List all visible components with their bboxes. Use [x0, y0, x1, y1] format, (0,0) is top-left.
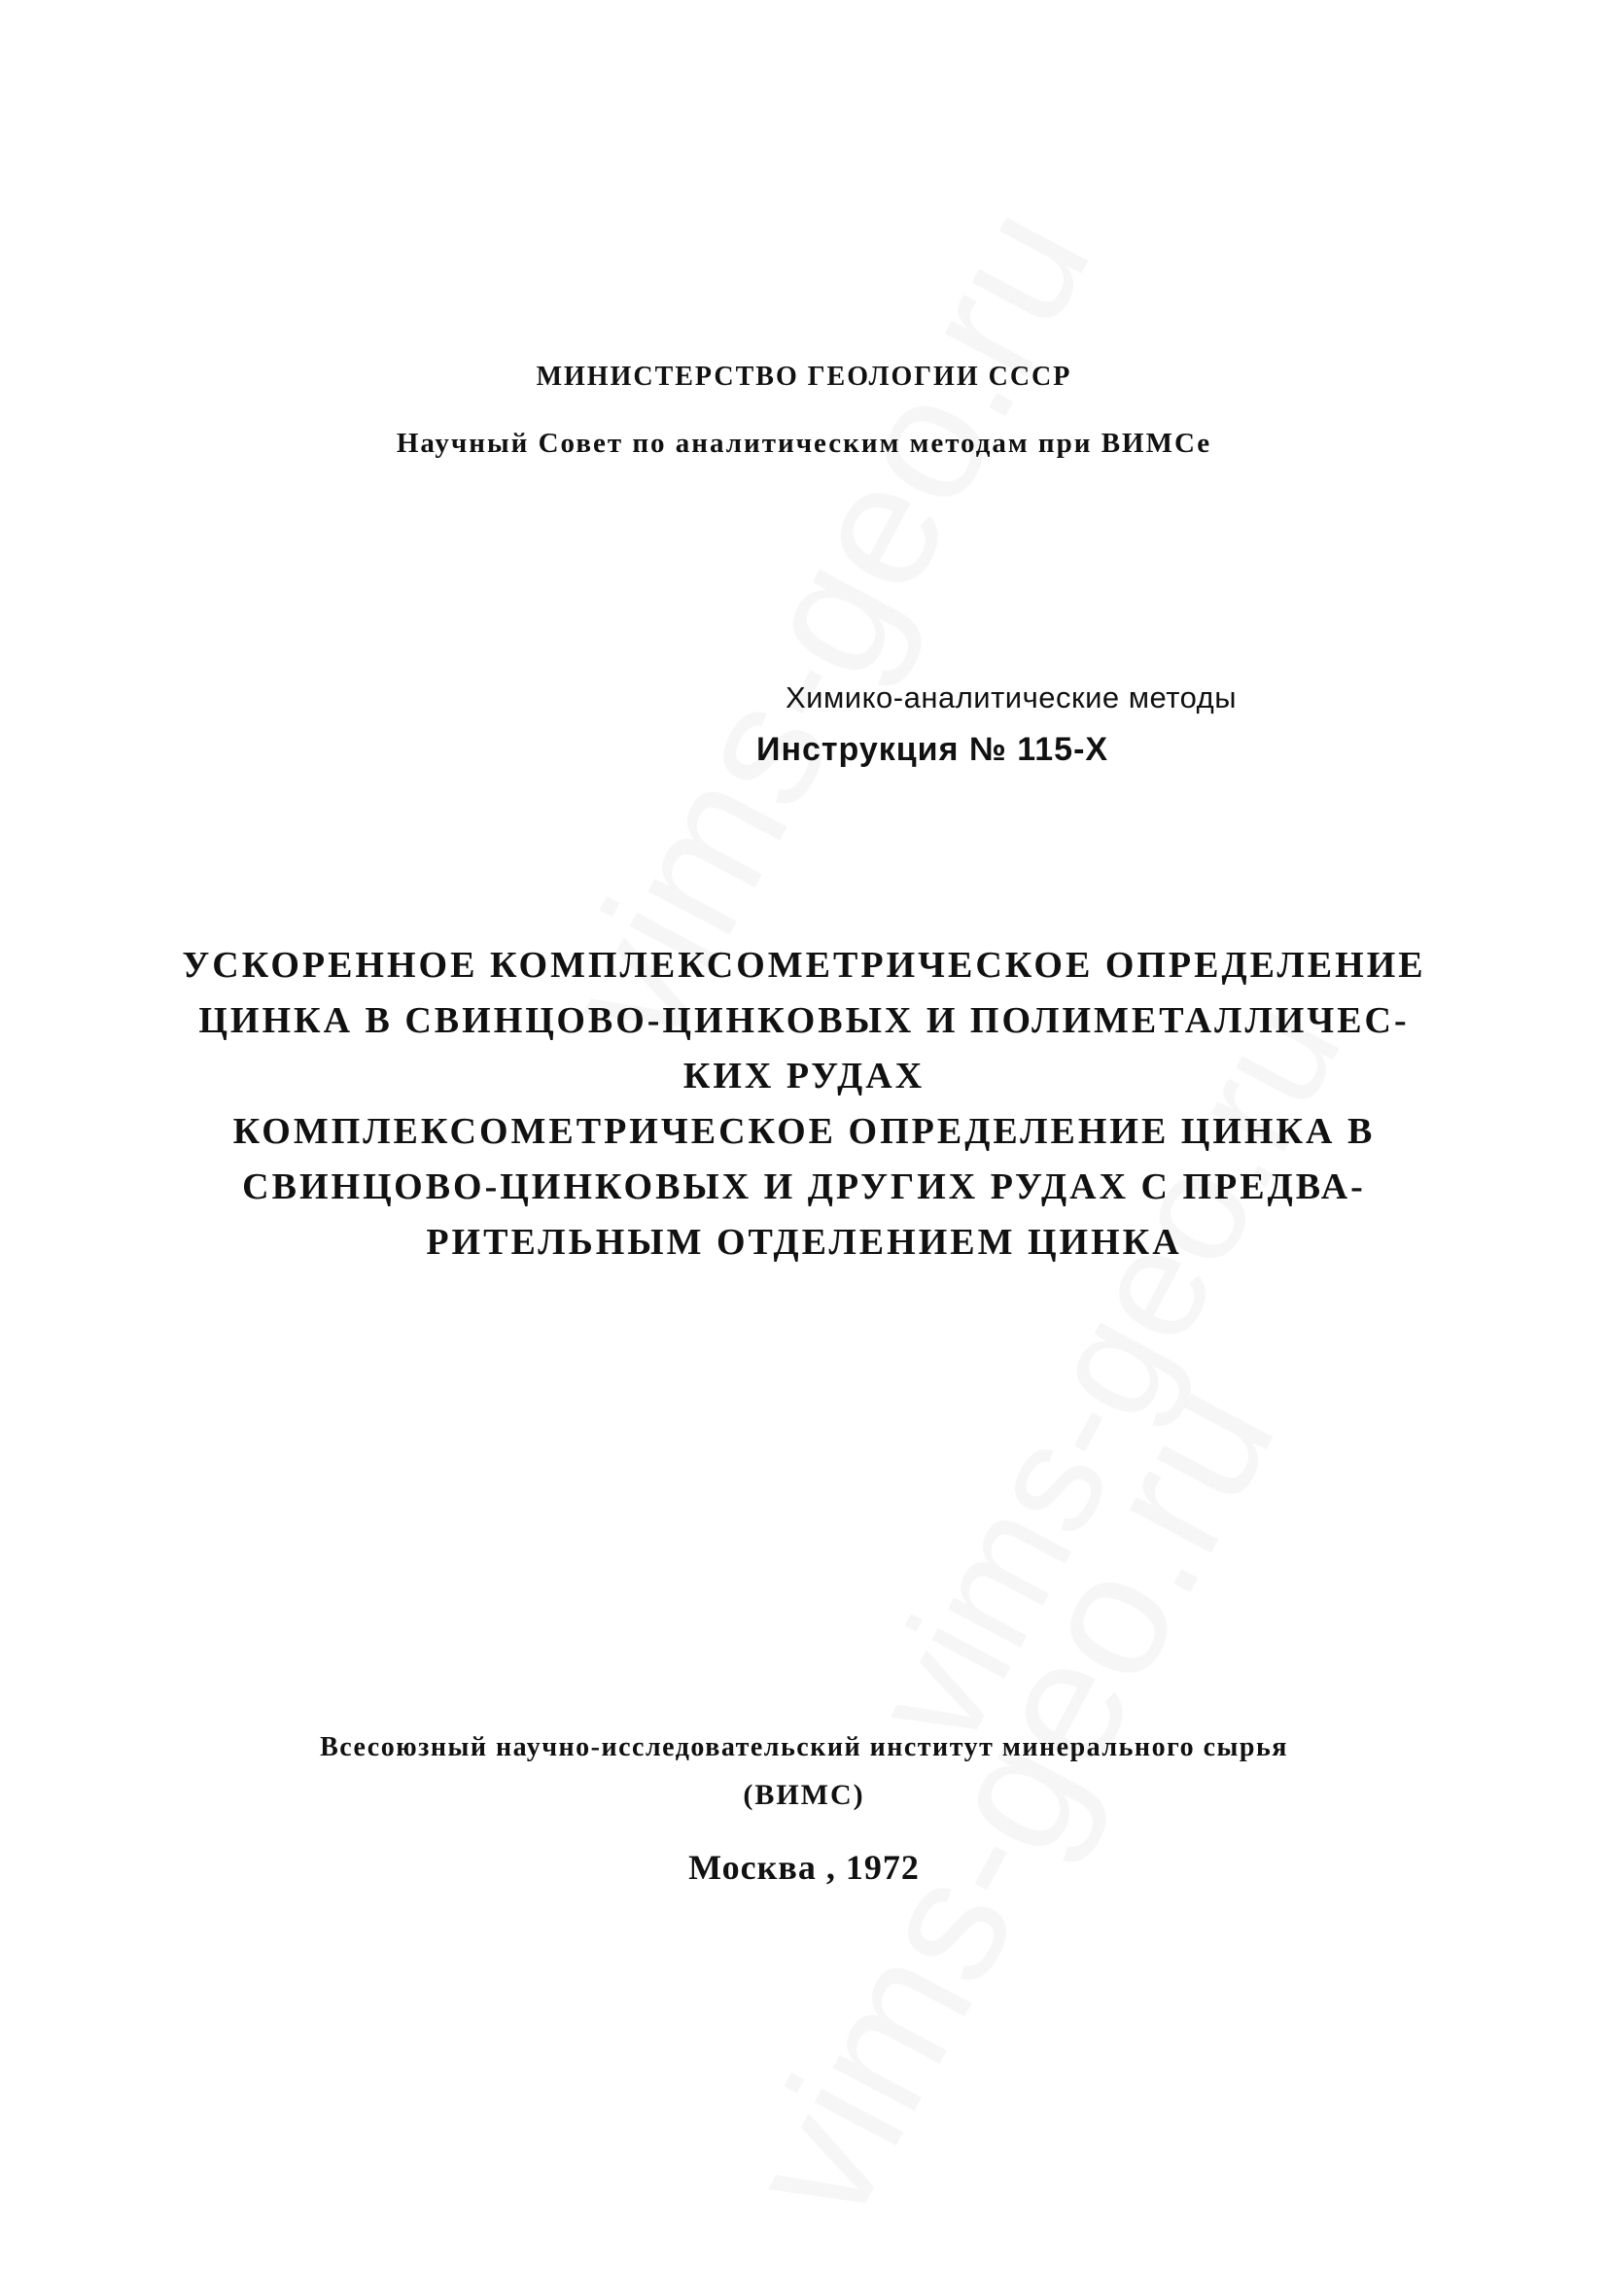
- title-line: РИТЕЛЬНЫМ ОТДЕЛЕНИЕМ ЦИНКА: [426, 1222, 1182, 1263]
- series-name: Химико-аналитические методы: [786, 680, 1238, 714]
- instruction-number: Инструкция № 115-Х: [756, 731, 1109, 768]
- institute-abbreviation: (ВИМС): [743, 1779, 865, 1811]
- institute-name: Всесоюзный научно-исследовательский институт минерального сырья: [320, 1732, 1288, 1762]
- title-line: КОМПЛЕКСОМЕТРИЧЕСКОЕ ОПРЕДЕЛЕНИЕ ЦИНКА В: [232, 1111, 1376, 1152]
- title-line: КИХ РУДАХ: [682, 1056, 926, 1096]
- title-line: ЦИНКА В СВИНЦОВО-ЦИНКОВЫХ И ПОЛИМЕТАЛЛИЧЕС-: [198, 1000, 1410, 1041]
- title-line: СВИНЦОВО-ЦИНКОВЫХ И ДРУГИХ РУДАХ С ПРЕДВА-: [242, 1166, 1366, 1207]
- document-title: [0, 938, 1608, 1270]
- ministry-heading: МИНИСТЕРСТВО ГЕОЛОГИИ СССР: [536, 362, 1072, 392]
- city-year: Москва , 1972: [688, 1848, 920, 1887]
- series-block: [756, 680, 1238, 769]
- title-line: УСКОРЕННОЕ КОМПЛЕКСОМЕТРИЧЕСКОЕ ОПРЕДЕЛЕНИЕ: [182, 945, 1426, 986]
- council-heading: Научный Совет по аналитическим методам при ВИМСе: [396, 428, 1212, 459]
